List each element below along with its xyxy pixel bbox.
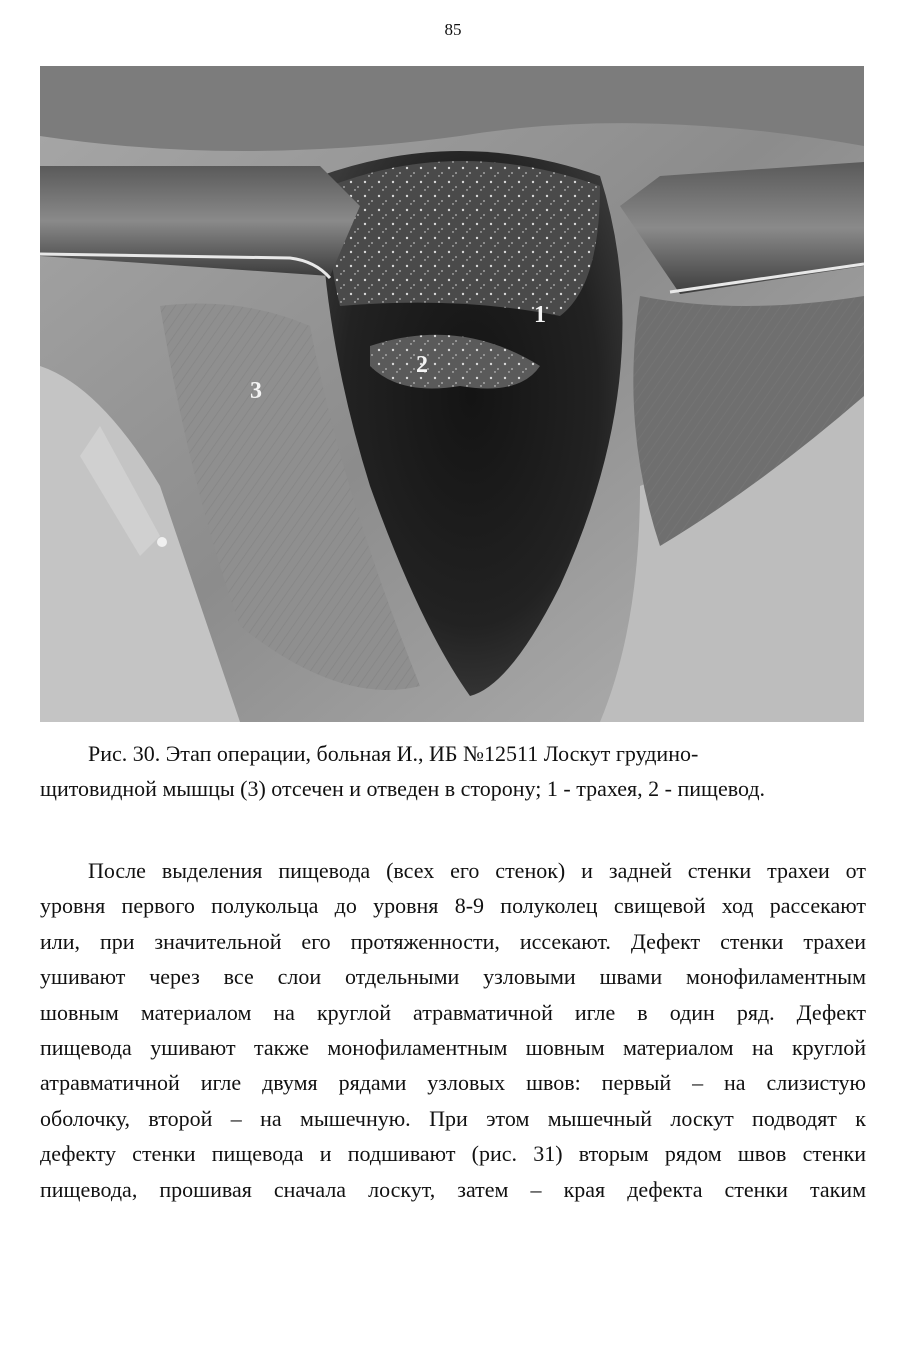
text-line: атравматичной игле двумя рядами узловых швов: первый – на слизистую [40,1070,866,1096]
label-muscle-flap: 3 [250,378,262,404]
caption-line: Рис. 30. Этап операции, больная И., ИБ №12511 Лоскут грудино- [88,741,699,766]
caption-line: щитовидной мышцы (3) отсечен и отведен в сторону; 1 - трахея, 2 - пищевод. [40,776,766,801]
text-line: уровня первого полукольца до уровня 8-9 полуколец свищевой ход рассекают [40,893,866,919]
label-esophagus: 2 [416,352,428,378]
text-line: или, при значительной его протяженности, иссекают. Дефект стенки трахеи [40,928,866,954]
body-paragraph [40,853,866,1207]
surgical-photo-drawing [40,66,864,722]
text-line: пищевода, прошивая сначала лоскут, затем – края дефекта стенки таким [40,1176,866,1202]
instrument-tip [157,537,167,547]
text-line: ушивают через все слои отдельными узловыми швами монофиламентным [40,964,866,990]
text-line: пищевода ушивают также монофиламентным шовным материалом на круглой [40,1034,866,1060]
page-number: 85 [444,20,462,39]
text-line: дефекту стенки пищевода и подшивают (рис. 31) вторым рядом швов стенки [40,1141,866,1167]
figure-caption [40,736,864,806]
text-line: После выделения пищевода (всех его стенок) и задней стенки трахеи от [88,858,866,883]
text-line: оболочку, второй – на мышечную. При этом мышечный лоскут подводят к [40,1105,866,1131]
label-trachea: 1 [534,302,546,328]
text-line: шовным материалом на круглой атравматичной игле в один ряд. Дефект [40,999,866,1025]
surgical-photo [40,66,864,722]
